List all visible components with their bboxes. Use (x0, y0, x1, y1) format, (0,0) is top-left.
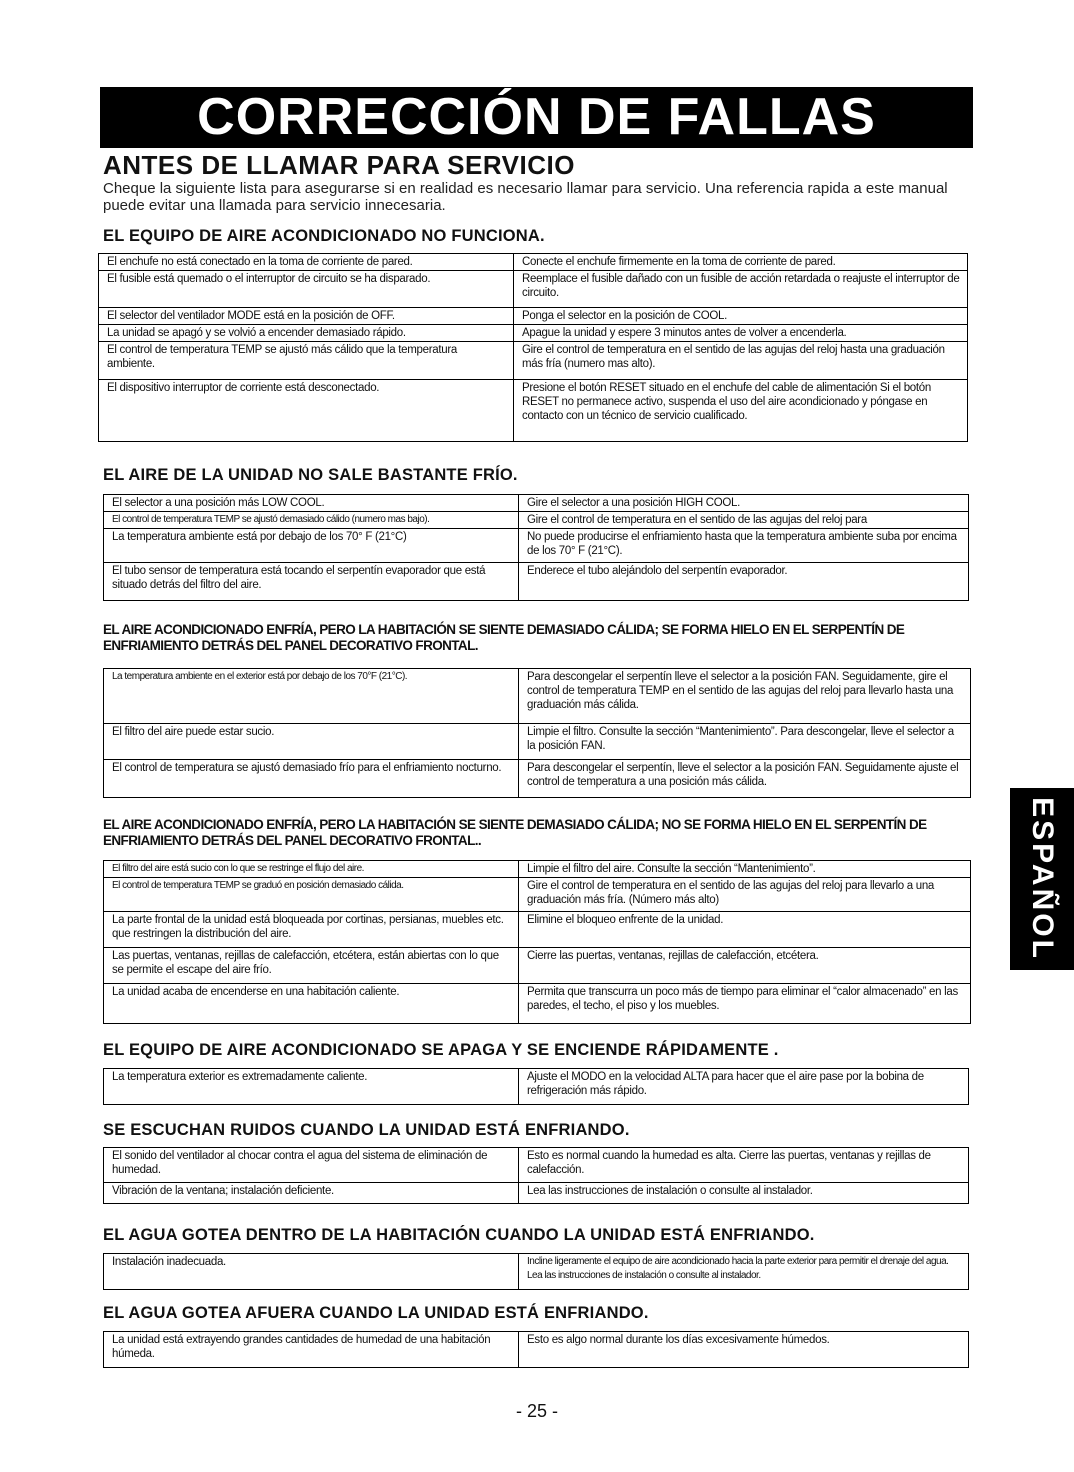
solution-cell: Ajuste el MODO en la velocidad ALTA para hacer que el aire pase por la bobina de refrigeración más rápido. (519, 1069, 969, 1105)
table-row (104, 912, 971, 948)
problem-cell: El fusible está quemado o el interruptor de circuito se ha disparado. (99, 271, 514, 308)
table-row (104, 669, 971, 724)
troubleshoot-table-sin-hielo (103, 860, 971, 1024)
table-row (104, 529, 969, 563)
language-tab-label: ESPAÑOL (1026, 797, 1059, 961)
problem-cell: La unidad se apagó y se volvió a encender demasiado rápido. (99, 325, 514, 342)
section-title-sin-hielo: EL AIRE ACONDICIONADO ENFRÍA, PERO LA HABITACIÓN SE SIENTE DEMASIADO CÁLIDA; NO SE FORMA HIELO EN EL SERPENTÍN DE ENFRIAMIENTO DETRÁS DEL PANEL DECORATIVO FRONTAL.. (103, 817, 927, 848)
problem-cell: El filtro del aire puede estar sucio. (104, 724, 519, 760)
problem-cell: El selector a una posición más LOW COOL. (104, 495, 519, 512)
solution-cell: Esto es algo normal durante los días excesivamente húmedos. (519, 1332, 969, 1368)
section-title-se-apaga: EL EQUIPO DE AIRE ACONDICIONADO SE APAGA Y SE ENCIENDE RÁPIDAMENTE . (103, 1041, 779, 1059)
problem-cell: El tubo sensor de temperatura está tocando el serpentín evaporador que está situado detrás del filtro del aire. (104, 563, 519, 601)
solution-cell: Gire el control de temperatura en el sentido de las agujas del reloj para (519, 512, 969, 529)
language-side-tab (1010, 788, 1074, 970)
problem-cell: El selector del ventilador MODE está en la posición de OFF. (99, 308, 514, 325)
page-number: - 25 - (515, 1401, 558, 1421)
table-row (104, 495, 969, 512)
problem-cell: La temperatura ambiente en el exterior está por debajo de los 70°F (21°C). (104, 669, 519, 724)
problem-cell: El filtro del aire está sucio con lo que se restringe el flujo del aire. (104, 861, 519, 878)
solution-cell: Reemplace el fusible dañado con un fusible de acción retardada o reajuste el interruptor de circuito. (514, 271, 968, 308)
solution-cell: Conecte el enchufe firmemente en la toma de corriente de pared. (514, 254, 968, 271)
section-title-no-funciona: EL EQUIPO DE AIRE ACONDICIONADO NO FUNCIONA. (103, 227, 545, 245)
troubleshoot-table-hielo (103, 668, 971, 798)
troubleshoot-table-gotea-afuera (103, 1331, 969, 1368)
banner-title: CORRECCIÓN DE FALLAS (100, 87, 973, 148)
problem-cell: Instalación inadecuada. (104, 1254, 519, 1290)
solution-cell: Presione el botón RESET situado en el enchufe del cable de alimentación Si el botón RESET no permanece activo, suspenda el uso del aire acondicionado y póngase en contacto con un técnico de servicio cualificado. (514, 380, 968, 442)
table-row (104, 878, 971, 912)
problem-cell: El control de temperatura TEMP se graduó en posición demasiado cálida. (104, 878, 519, 912)
table-row (99, 325, 968, 342)
problem-cell: Las puertas, ventanas, rejillas de calefacción, etcétera, están abiertas con lo que se permite el escape del aire frío. (104, 948, 519, 984)
section-title-gotea-dentro: EL AGUA GOTEA DENTRO DE LA HABITACIÓN CUANDO LA UNIDAD ESTÁ ENFRIANDO. (103, 1226, 815, 1244)
table-row (104, 948, 971, 984)
section-title-no-frio: EL AIRE DE LA UNIDAD NO SALE BASTANTE FRÍO. (103, 466, 518, 484)
solution-cell: Limpie el filtro del aire. Consulte la sección “Mantenimiento”. (519, 861, 971, 878)
section-title-hielo: EL AIRE ACONDICIONADO ENFRÍA, PERO LA HABITACIÓN SE SIENTE DEMASIADO CÁLIDA; SE FORMA HIELO EN EL SERPENTÍN DE ENFRIAMIENTO DETRÁS DEL PANEL DECORATIVO FRONTAL. (103, 622, 905, 653)
problem-cell: La unidad está extrayendo grandes cantidades de humedad de una habitación húmeda. (104, 1332, 519, 1368)
intro-paragraph: Cheque la siguiente lista para asegurarse si en realidad es necesario llamar para servicio. Una referencia rapida a este manual puede evitar una llamada para servicio innecesaria. (103, 180, 948, 214)
problem-cell: Vibración de la ventana; instalación deficiente. (104, 1183, 519, 1204)
page-heading: ANTES DE LLAMAR PARA SERVICIO (103, 150, 575, 180)
solution-cell: Gire el control de temperatura en el sentido de las agujas del reloj para llevarlo a una graduación más fría. (Número más alto) (519, 878, 971, 912)
solution-cell: Elimine el bloqueo enfrente de la unidad. (519, 912, 971, 948)
solution-cell: Gire el control de temperatura en el sentido de las agujas del reloj hasta una graduación más fría (numero mas alto). (514, 342, 968, 380)
problem-cell: La unidad acaba de encenderse en una habitación caliente. (104, 984, 519, 1024)
table-row (99, 254, 968, 271)
table-row (104, 1254, 969, 1290)
troubleshoot-table-gotea-dentro (103, 1253, 969, 1290)
solution-cell: Enderece el tubo alejándolo del serpentín evaporador. (519, 563, 969, 601)
solution-cell: Esto es normal cuando la humedad es alta. Cierre las puertas, ventanas y rejillas de calefacción. (519, 1148, 969, 1183)
section-title-ruidos: SE ESCUCHAN RUIDOS CUANDO LA UNIDAD ESTÁ ENFRIANDO. (103, 1121, 630, 1139)
problem-cell: El enchufe no está conectado en la toma de corriente de pared. (99, 254, 514, 271)
problem-cell: El sonido del ventilador al chocar contra el agua del sistema de eliminación de humedad. (104, 1148, 519, 1183)
troubleshoot-table-se-apaga (103, 1068, 969, 1105)
table-row (104, 1183, 969, 1204)
table-row (99, 380, 968, 442)
table-row (104, 984, 971, 1024)
solution-cell: Apague la unidad y espere 3 minutos antes de volver a encenderla. (514, 325, 968, 342)
solution-cell: Permita que transcurra un poco más de tiempo para eliminar el “calor almacenado” en las paredes, el techo, el piso y los muebles. (519, 984, 971, 1024)
solution-cell: Lea las instrucciones de instalación o consulte al instalador. (519, 1183, 969, 1204)
solution-cell: Cierre las puertas, ventanas, rejillas de calefacción, etcétera. (519, 948, 971, 984)
solution-cell: Incline ligeramente el equipo de aire acondicionado hacia la parte exterior para permitir el drenaje del agua. Lea las instrucciones de instalación o consulte al instalador. (519, 1254, 969, 1290)
table-row (104, 512, 969, 529)
table-row (99, 308, 968, 325)
solution-cell: Ponga el selector en la posición de COOL. (514, 308, 968, 325)
table-row (104, 861, 971, 878)
problem-cell: El dispositivo interruptor de corriente está desconectado. (99, 380, 514, 442)
table-row (99, 342, 968, 380)
troubleshoot-table-no-frio (103, 494, 969, 601)
section-title-gotea-afuera: EL AGUA GOTEA AFUERA CUANDO LA UNIDAD ESTÁ ENFRIANDO. (103, 1304, 649, 1322)
problem-cell: El control de temperatura TEMP se ajustó más cálido que la temperatura ambiente. (99, 342, 514, 380)
table-row (104, 563, 969, 601)
problem-cell: El control de temperatura se ajustó demasiado frío para el enfriamiento nocturno. (104, 760, 519, 798)
solution-cell: Gire el selector a una posición HIGH COOL. (519, 495, 969, 512)
table-row (104, 760, 971, 798)
solution-cell: Limpie el filtro. Consulte la sección “Mantenimiento”. Para descongelar, lleve el selector a la posición FAN. (519, 724, 971, 760)
solution-cell: Para descongelar el serpentín, lleve el selector a la posición FAN. Seguidamente ajuste el control de temperatura a una posición más cálida. (519, 760, 971, 798)
table-row (104, 1148, 969, 1183)
problem-cell: El control de temperatura TEMP se ajustó demasiado cálido (numero mas bajo). (104, 512, 519, 529)
table-row (104, 1069, 969, 1105)
solution-cell: No puede producirse el enfriamiento hasta que la temperatura ambiente suba por encima de los 70° F (21°C). (519, 529, 969, 563)
table-row (99, 271, 968, 308)
problem-cell: La parte frontal de la unidad está bloqueada por cortinas, persianas, muebles etc. que restringen la distribución del aire. (104, 912, 519, 948)
problem-cell: La temperatura ambiente está por debajo de los 70° F (21°C) (104, 529, 519, 563)
solution-cell: Para descongelar el serpentín lleve el selector a la posición FAN. Seguidamente, gire el control de temperatura TEMP en el sentido de las agujas del reloj para llevarlo hasta una graduación más cálida. (519, 669, 971, 724)
troubleshoot-table-ruidos (103, 1147, 969, 1204)
table-row (104, 724, 971, 760)
problem-cell: La temperatura exterior es extremadamente caliente. (104, 1069, 519, 1105)
troubleshoot-table-no-funciona (98, 253, 968, 442)
table-row (104, 1332, 969, 1368)
